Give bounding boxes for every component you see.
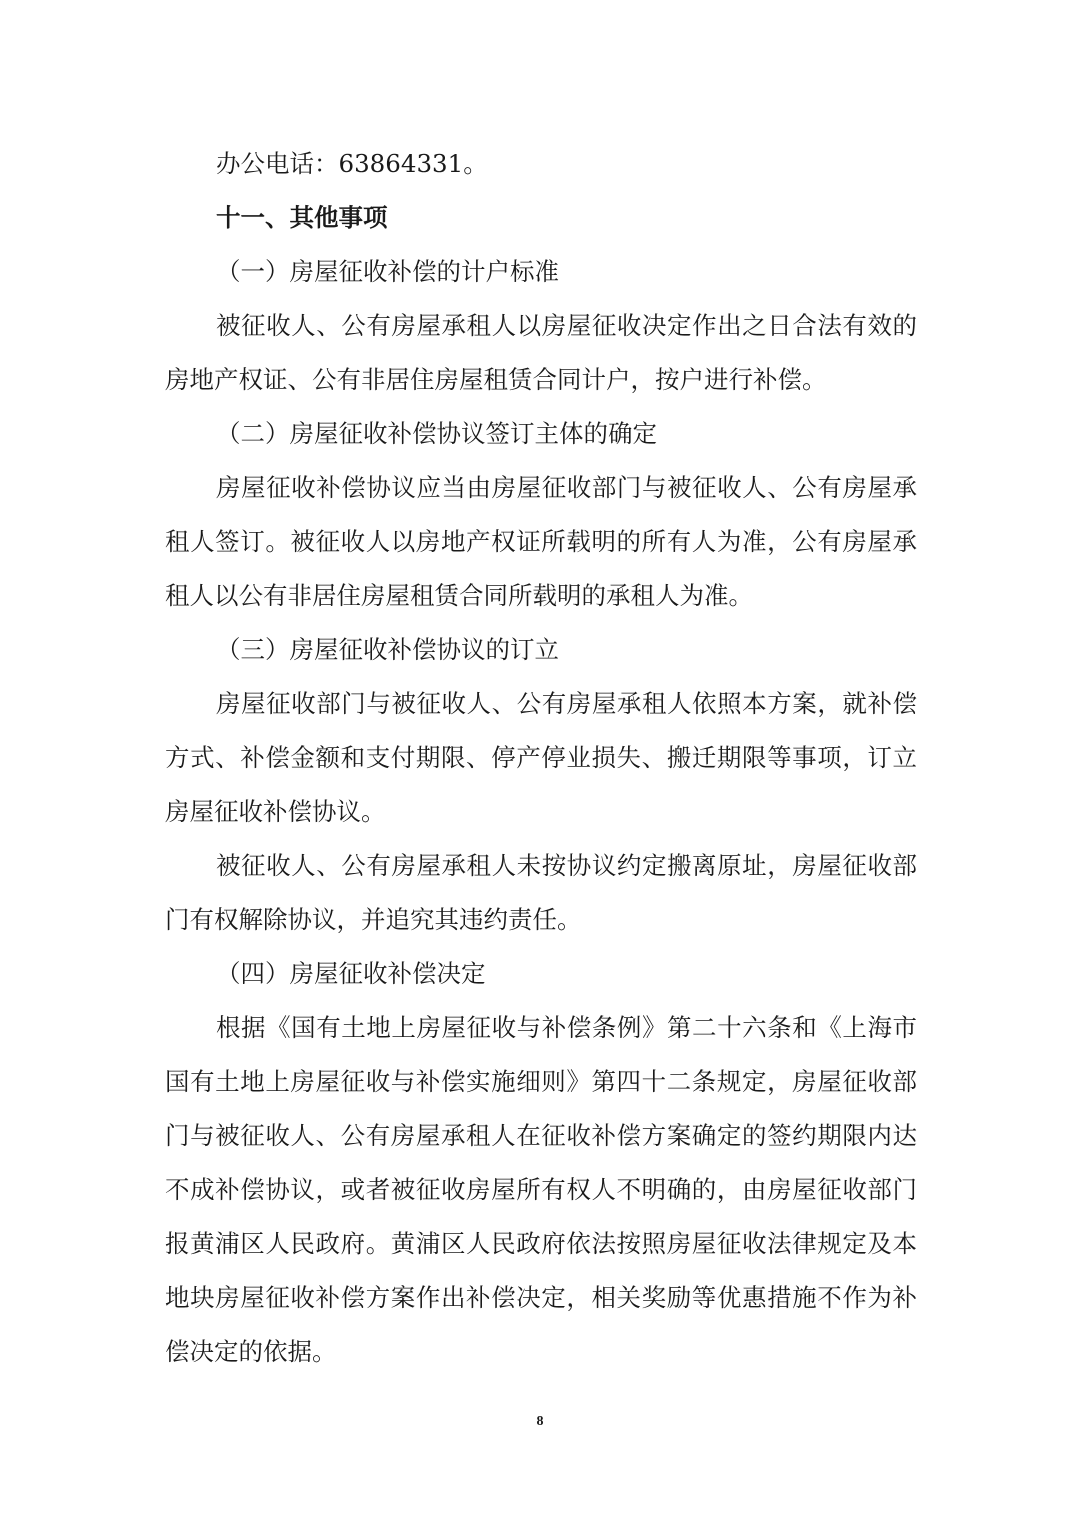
paragraph-line: 租人签订。被征收人以房地产权证所载明的所有人为准，公有房屋承 (165, 527, 917, 556)
paragraph-line: 被征收人、公有房屋承租人以房屋征收决定作出之日合法有效的 (216, 311, 917, 340)
paragraph-line: 房屋征收补偿协议应当由房屋征收部门与被征收人、公有房屋承 (216, 473, 917, 502)
section-heading-11: 十一、其他事项 (216, 203, 388, 232)
paragraph-line: 房屋征收补偿协议。 (165, 797, 386, 826)
subsection-heading-1: （一）房屋征收补偿的计户标准 (216, 257, 559, 286)
paragraph-line: 不成补偿协议，或者被征收房屋所有权人不明确的，由房屋征收部门 (165, 1175, 917, 1204)
paragraph-line: 根据《国有土地上房屋征收与补偿条例》第二十六条和《上海市 (216, 1013, 917, 1042)
paragraph-line: 方式、补偿金额和支付期限、停产停业损失、搬迁期限等事项，订立 (165, 743, 917, 772)
subsection-heading-3: （三）房屋征收补偿协议的订立 (216, 635, 559, 664)
office-phone-line: 办公电话：63864331。 (216, 149, 488, 178)
paragraph-line: 被征收人、公有房屋承租人未按协议约定搬离原址，房屋征收部 (216, 851, 917, 880)
paragraph-line: 地块房屋征收补偿方案作出补偿决定，相关奖励等优惠措施不作为补 (165, 1283, 917, 1312)
paragraph-line: 偿决定的依据。 (165, 1337, 337, 1366)
paragraph-line: 租人以公有非居住房屋租赁合同所载明的承租人为准。 (165, 581, 753, 610)
subsection-heading-2: （二）房屋征收补偿协议签订主体的确定 (216, 419, 657, 448)
paragraph-line: 房地产权证、公有非居住房屋租赁合同计户，按户进行补偿。 (165, 365, 827, 394)
paragraph-line: 房屋征收部门与被征收人、公有房屋承租人依照本方案，就补偿 (216, 689, 917, 718)
paragraph-line: 门与被征收人、公有房屋承租人在征收补偿方案确定的签约期限内达 (165, 1121, 917, 1150)
paragraph-line: 国有土地上房屋征收与补偿实施细则》第四十二条规定，房屋征收部 (165, 1067, 917, 1096)
subsection-heading-4: （四）房屋征收补偿决定 (216, 959, 486, 988)
paragraph-line: 门有权解除协议，并追究其违约责任。 (165, 905, 582, 934)
paragraph-line: 报黄浦区人民政府。黄浦区人民政府依法按照房屋征收法律规定及本 (165, 1229, 917, 1258)
page-number: 8 (536, 1414, 544, 1429)
